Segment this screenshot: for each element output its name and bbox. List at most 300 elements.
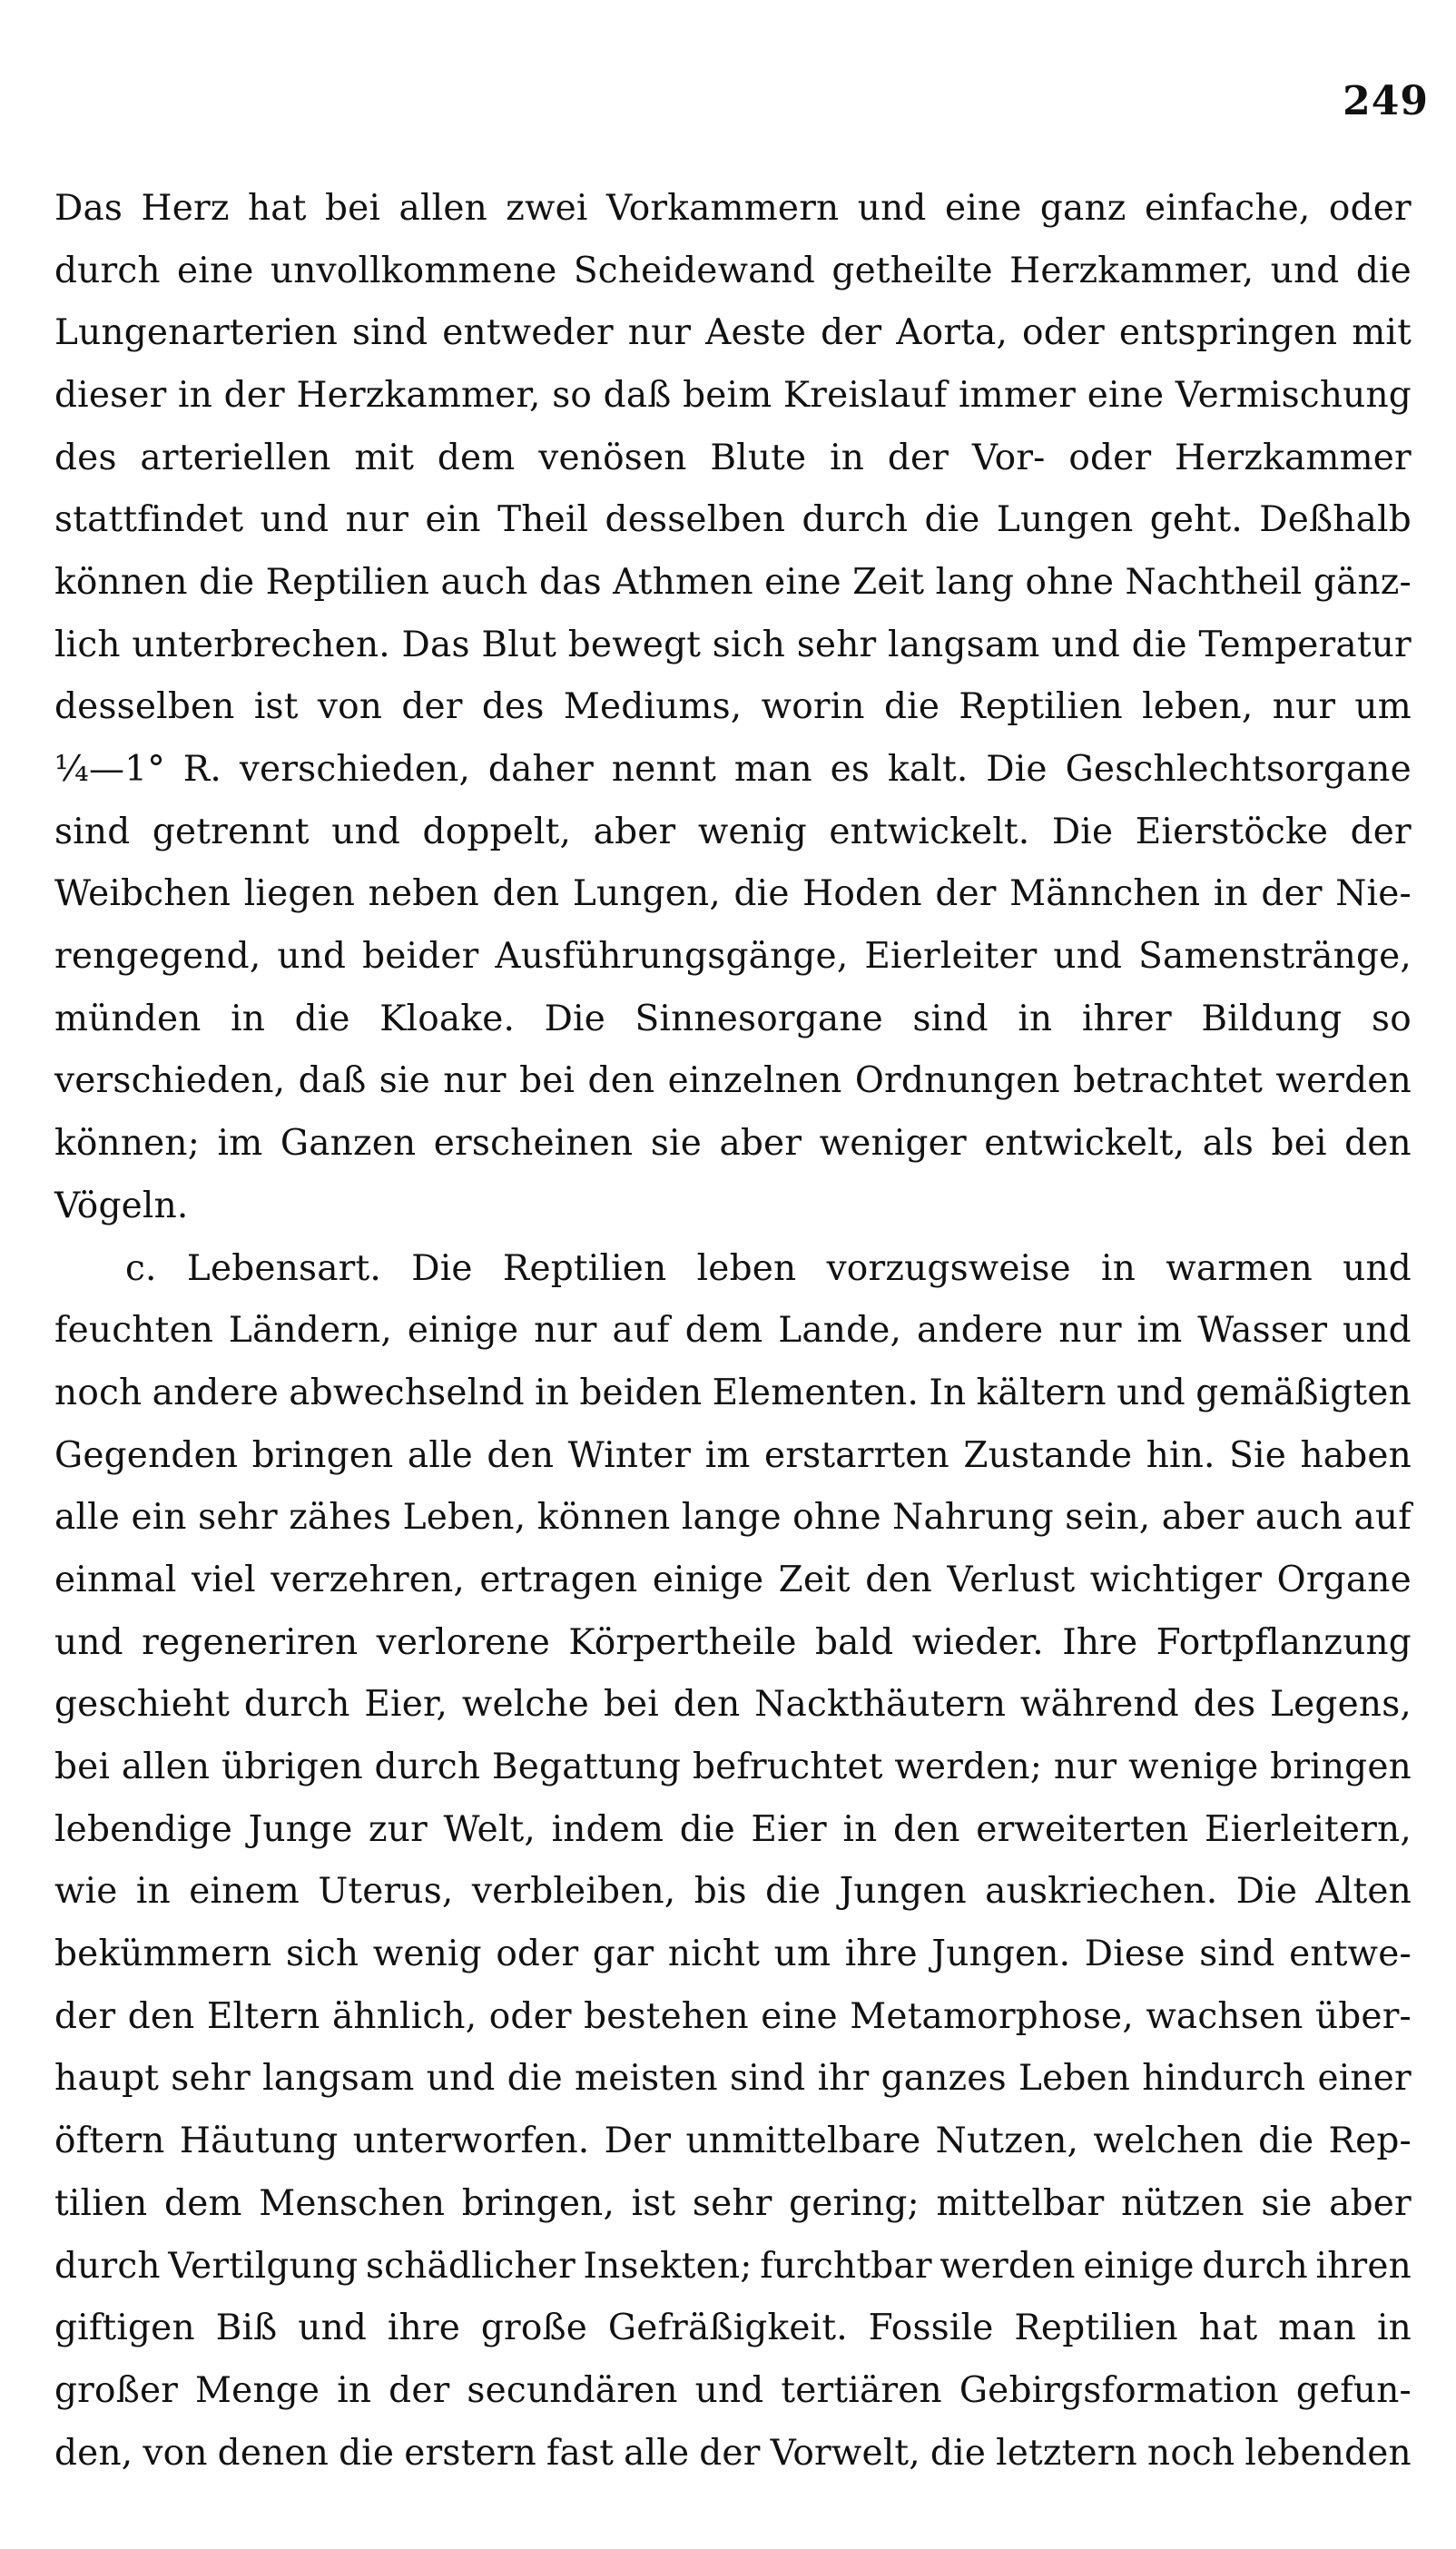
word: als bbox=[1202, 1123, 1254, 1165]
word: sind bbox=[912, 998, 989, 1039]
text-line bbox=[54, 1985, 1412, 2048]
word: wie bbox=[54, 1871, 118, 1913]
word: noch bbox=[54, 1372, 143, 1413]
word: In bbox=[929, 1372, 967, 1413]
word: zwei bbox=[506, 187, 588, 229]
word: nur bbox=[1272, 686, 1336, 728]
word: Blut bbox=[481, 624, 557, 665]
word: dem bbox=[684, 1310, 763, 1352]
word: einzelnen bbox=[667, 1060, 842, 1102]
text-line bbox=[54, 1362, 1412, 1424]
word: der bbox=[223, 374, 285, 416]
word: im bbox=[704, 1434, 751, 1476]
word: einmal bbox=[54, 1559, 177, 1600]
word: daher bbox=[487, 749, 594, 791]
word: secundären bbox=[467, 2369, 678, 2411]
word: nur bbox=[627, 312, 692, 354]
word: Herz bbox=[141, 187, 230, 229]
word: ihre bbox=[387, 2308, 461, 2349]
word: die bbox=[765, 1871, 821, 1913]
word: durch bbox=[243, 1684, 350, 1726]
word: Nutzen, bbox=[935, 2121, 1079, 2162]
word: bewegt bbox=[567, 624, 702, 665]
word: eine bbox=[764, 561, 841, 603]
word: der bbox=[1350, 811, 1412, 852]
word: die bbox=[1131, 624, 1187, 665]
word: mit bbox=[1352, 312, 1412, 354]
word: Welt, bbox=[443, 1808, 536, 1850]
word: kalt. bbox=[887, 749, 969, 791]
word: bis bbox=[694, 1871, 747, 1913]
word: Fortpflanzung bbox=[1156, 1621, 1412, 1663]
word: Häutung bbox=[179, 2121, 339, 2162]
word: werden bbox=[940, 2245, 1076, 2287]
word: in bbox=[178, 374, 213, 416]
word: Die bbox=[544, 998, 605, 1039]
word: Temperatur bbox=[1198, 624, 1412, 665]
word: Theil bbox=[497, 499, 589, 541]
word: Scheidewand bbox=[573, 250, 816, 291]
text-line bbox=[54, 988, 1412, 1050]
text-line bbox=[54, 925, 1412, 988]
word: furchtbar bbox=[760, 2245, 932, 2287]
word: Vor- bbox=[971, 437, 1046, 478]
word: und bbox=[1270, 250, 1340, 291]
word: Reptilien bbox=[502, 1247, 667, 1289]
word: Samenstränge, bbox=[1138, 936, 1412, 978]
word: daß bbox=[603, 374, 672, 416]
word: bringen, bbox=[461, 2182, 615, 2224]
word: Gebirgsformation bbox=[959, 2369, 1279, 2411]
word: Athmen bbox=[613, 561, 753, 603]
word: lange bbox=[681, 1497, 782, 1539]
word: Lungenarterien bbox=[54, 312, 339, 354]
word: Das bbox=[401, 624, 470, 665]
word: einem bbox=[189, 1871, 300, 1913]
word: sich bbox=[285, 1934, 359, 1975]
word: gefun- bbox=[1295, 2369, 1412, 2411]
word: die bbox=[1258, 2121, 1314, 2162]
word: leben bbox=[696, 1247, 797, 1289]
word: Reptilien bbox=[265, 561, 430, 603]
word: Geschlechtsorgane bbox=[1065, 749, 1412, 791]
text-line bbox=[54, 2297, 1412, 2359]
word: ist bbox=[631, 2182, 676, 2224]
word: Gegenden bbox=[54, 1434, 239, 1476]
word: Eltern bbox=[206, 1995, 320, 2037]
word: während bbox=[1019, 1684, 1179, 1726]
word: zur bbox=[369, 1808, 428, 1850]
word: giftigen bbox=[54, 2308, 195, 2349]
word: gar bbox=[592, 1934, 654, 1975]
word: ¼—1° bbox=[54, 749, 165, 791]
word: können bbox=[54, 561, 188, 603]
text-line bbox=[54, 676, 1412, 739]
word: sehr bbox=[796, 624, 877, 665]
text-line bbox=[54, 2048, 1412, 2111]
word: Winter bbox=[567, 1434, 692, 1476]
word: um bbox=[1354, 686, 1412, 728]
word: der bbox=[389, 2369, 450, 2411]
word: mittelbar bbox=[936, 2182, 1105, 2224]
word: erstarrten bbox=[764, 1434, 949, 1476]
word: verschieden, bbox=[239, 749, 471, 791]
word: verbleiben, bbox=[471, 1871, 676, 1913]
word: immer bbox=[958, 374, 1077, 416]
text-line bbox=[54, 801, 1412, 863]
word: stattfindet bbox=[54, 499, 244, 541]
word: können bbox=[536, 1497, 671, 1539]
word: ihr bbox=[817, 2058, 870, 2100]
word: beider bbox=[362, 936, 479, 978]
word: geschieht bbox=[54, 1684, 231, 1726]
text-line bbox=[54, 364, 1412, 427]
word: wenig bbox=[697, 811, 807, 852]
word: getrennt bbox=[152, 811, 310, 852]
word: Zustande bbox=[963, 1434, 1133, 1476]
word: wieder. bbox=[911, 1621, 1044, 1663]
word: oder bbox=[1068, 437, 1152, 478]
word: Leben, bbox=[402, 1497, 526, 1539]
word: langsam bbox=[888, 624, 1040, 665]
word: nur bbox=[534, 1310, 597, 1352]
word: die bbox=[507, 2058, 563, 2100]
word: Eierleitern, bbox=[1204, 1808, 1412, 1850]
word: auf bbox=[612, 1310, 670, 1352]
word: übrigen bbox=[221, 1747, 363, 1788]
word: die bbox=[1355, 250, 1412, 291]
word: und bbox=[277, 936, 347, 978]
word: indem bbox=[551, 1808, 664, 1850]
word: ihrer bbox=[1081, 998, 1172, 1039]
word: über- bbox=[1314, 1995, 1412, 2037]
word: Die bbox=[1051, 811, 1114, 852]
word: und bbox=[1051, 624, 1120, 665]
word: Lebensart. bbox=[186, 1247, 381, 1289]
word: alle bbox=[624, 2432, 690, 2474]
word: bei bbox=[1271, 1123, 1327, 1165]
word: fast bbox=[546, 2432, 615, 2474]
word: können; bbox=[54, 1123, 201, 1165]
word: eine bbox=[944, 187, 1022, 229]
word: abwechselnd bbox=[289, 1372, 525, 1413]
word: Nachtheil bbox=[1125, 561, 1303, 603]
word: die bbox=[339, 2432, 395, 2474]
word: Gefräßigkeit. bbox=[607, 2308, 848, 2349]
word: sehr bbox=[692, 2182, 772, 2224]
word: ähnlich, bbox=[331, 1995, 477, 2037]
word: betrachtet bbox=[1073, 1060, 1264, 1102]
word: Körpertheile bbox=[568, 1621, 797, 1663]
word: befruchtet bbox=[692, 1747, 883, 1788]
word: Junge bbox=[248, 1808, 353, 1850]
word: desselben bbox=[54, 686, 235, 728]
word: Jungen bbox=[839, 1871, 967, 1913]
word: venösen bbox=[538, 437, 687, 478]
word: feuchten bbox=[54, 1310, 214, 1352]
word: beiden bbox=[579, 1372, 703, 1413]
word: und bbox=[298, 2308, 368, 2349]
word: ein bbox=[425, 499, 481, 541]
word: ohne bbox=[792, 1497, 881, 1539]
word: durch bbox=[802, 499, 909, 541]
word: Ganzen bbox=[280, 1123, 417, 1165]
word: unmittelbare bbox=[685, 2121, 921, 2162]
word: entwickelt, bbox=[984, 1123, 1185, 1165]
text-line bbox=[54, 1611, 1412, 1674]
text-line bbox=[54, 177, 1412, 240]
word: entwickelt. bbox=[829, 811, 1030, 852]
word: um bbox=[773, 1934, 831, 1975]
word: wachsen bbox=[1146, 1995, 1304, 2037]
word: Lungen, bbox=[572, 873, 721, 915]
word: im bbox=[1136, 1310, 1183, 1352]
word: ohne bbox=[1025, 561, 1115, 603]
word: sich bbox=[712, 624, 786, 665]
word: entspringen bbox=[1118, 312, 1338, 354]
word: alle bbox=[54, 1497, 121, 1539]
word: hin. bbox=[1146, 1434, 1215, 1476]
text-body bbox=[54, 177, 1412, 2484]
word: sehr bbox=[171, 2058, 251, 2100]
word: die bbox=[679, 1808, 735, 1850]
word: hat bbox=[1198, 2308, 1258, 2349]
word: der bbox=[935, 873, 997, 915]
word: haupt bbox=[54, 2058, 160, 2100]
word: durch bbox=[1202, 2245, 1308, 2287]
word: sein, bbox=[1065, 1497, 1151, 1539]
word: auch bbox=[1254, 1497, 1343, 1539]
word: andere bbox=[152, 1372, 279, 1413]
word: in bbox=[535, 1372, 570, 1413]
word: und bbox=[1343, 1310, 1412, 1352]
word: Mediums, bbox=[563, 686, 743, 728]
word: gänz- bbox=[1313, 561, 1412, 603]
word: einfache, bbox=[1144, 187, 1311, 229]
word: denen bbox=[217, 2432, 330, 2474]
word: weniger bbox=[819, 1123, 967, 1165]
word: in bbox=[337, 2369, 372, 2411]
word: bringen bbox=[1270, 1747, 1412, 1788]
word: Vorkammern bbox=[605, 187, 840, 229]
text-line bbox=[54, 2235, 1412, 2298]
word: entwe- bbox=[1289, 1934, 1412, 1975]
word: Die bbox=[986, 749, 1048, 791]
word: sie bbox=[379, 1060, 430, 1102]
text-line bbox=[54, 614, 1412, 676]
text-line bbox=[54, 1923, 1412, 1985]
text-line bbox=[54, 2359, 1412, 2422]
word: unvollkommene bbox=[270, 250, 557, 291]
word: Sinnesorgane bbox=[635, 998, 883, 1039]
word: nur bbox=[1053, 1747, 1117, 1788]
text-line bbox=[54, 863, 1412, 926]
word: aber bbox=[1161, 1497, 1244, 1539]
word: lebenden bbox=[1244, 2432, 1412, 2474]
word: eine bbox=[761, 1995, 838, 2037]
word: Weibchen bbox=[54, 873, 231, 915]
word: Das bbox=[54, 187, 123, 229]
word: Nie- bbox=[1335, 873, 1412, 915]
word: nur bbox=[345, 499, 409, 541]
word: sehr bbox=[198, 1497, 278, 1539]
word: Der bbox=[604, 2121, 672, 2162]
word: und bbox=[426, 2058, 496, 2100]
word: verschieden, bbox=[54, 1060, 286, 1102]
word: sind bbox=[730, 2058, 806, 2100]
word: Nackthäutern bbox=[754, 1684, 1007, 1726]
word: unterworfen. bbox=[352, 2121, 590, 2162]
word: durch bbox=[54, 250, 161, 291]
word: rengegend, bbox=[54, 936, 261, 978]
text-line bbox=[54, 1486, 1412, 1549]
word: auch bbox=[440, 561, 528, 603]
word: welche bbox=[461, 1684, 590, 1726]
word: und bbox=[857, 187, 927, 229]
word: mit bbox=[354, 437, 415, 478]
word: von bbox=[317, 686, 383, 728]
word: Diese bbox=[1084, 1934, 1185, 1975]
word: nur bbox=[1058, 1310, 1122, 1352]
word: Die bbox=[411, 1247, 473, 1289]
text-line bbox=[54, 1299, 1412, 1362]
word: den bbox=[487, 1434, 555, 1476]
word: neben bbox=[368, 873, 480, 915]
word: aber bbox=[593, 811, 676, 852]
word: gemäßigten bbox=[1195, 1372, 1412, 1413]
word: hat bbox=[247, 187, 307, 229]
word: Eier bbox=[751, 1808, 827, 1850]
word: Aorta, bbox=[896, 312, 1008, 354]
word: des bbox=[1193, 1684, 1256, 1726]
word: Herzkammer, bbox=[296, 374, 541, 416]
word: oder bbox=[1022, 312, 1105, 354]
word: es bbox=[830, 749, 871, 791]
word: Kreislauf bbox=[782, 374, 948, 416]
word: Elementen. bbox=[712, 1372, 920, 1413]
word: R. bbox=[182, 749, 221, 791]
word: so bbox=[1372, 998, 1412, 1039]
word: in bbox=[842, 1808, 878, 1850]
page-number: 249 bbox=[1343, 78, 1429, 124]
word: Ihre bbox=[1062, 1621, 1138, 1663]
word: Herzkammer, bbox=[1009, 250, 1254, 291]
word: bestehen bbox=[584, 1995, 749, 2037]
word: auskriechen. bbox=[985, 1871, 1218, 1913]
word: c. bbox=[125, 1247, 157, 1289]
word: Legens, bbox=[1270, 1684, 1412, 1726]
word: nicht bbox=[667, 1934, 761, 1975]
word: der bbox=[887, 437, 949, 478]
word: sie bbox=[1261, 2182, 1313, 2224]
word: kältern bbox=[976, 1372, 1107, 1413]
word: die bbox=[199, 561, 255, 603]
word: desselben bbox=[605, 499, 786, 541]
word: und bbox=[54, 1621, 123, 1663]
text-line bbox=[54, 2110, 1412, 2172]
word: die bbox=[294, 998, 350, 1039]
word: Menge bbox=[195, 2369, 320, 2411]
word: noch bbox=[1147, 2432, 1235, 2474]
word: Herzkammer bbox=[1175, 437, 1412, 478]
word: entweder bbox=[442, 312, 614, 354]
word: Vertilgung bbox=[168, 2245, 359, 2287]
word: langsam bbox=[262, 2058, 415, 2100]
word: bald bbox=[814, 1621, 894, 1663]
word: das bbox=[538, 561, 602, 603]
word: Hoden bbox=[802, 873, 922, 915]
text-line bbox=[54, 1798, 1412, 1861]
word: der bbox=[401, 686, 463, 728]
word: gering; bbox=[789, 2182, 920, 2224]
word: wenige bbox=[1128, 1747, 1259, 1788]
word: sie bbox=[650, 1123, 702, 1165]
word: in bbox=[1018, 998, 1053, 1039]
word: den bbox=[587, 1060, 655, 1102]
word: Uterus, bbox=[318, 1871, 454, 1913]
word: Fossile bbox=[868, 2308, 994, 2349]
word: lebendige bbox=[54, 1808, 233, 1850]
word: wichtiger bbox=[1089, 1559, 1263, 1600]
word: durch bbox=[374, 1747, 481, 1788]
word: und bbox=[1117, 1372, 1185, 1413]
word: liegen bbox=[243, 873, 356, 915]
word: leben, bbox=[1142, 686, 1254, 728]
word: Lungen bbox=[996, 499, 1134, 541]
word: des bbox=[54, 437, 117, 478]
word: aber bbox=[719, 1123, 802, 1165]
word: einige bbox=[652, 1559, 764, 1600]
word: bei bbox=[325, 187, 381, 229]
word: Jungen. bbox=[931, 1934, 1071, 1975]
text-line bbox=[54, 1549, 1412, 1611]
word: Reptilien bbox=[959, 686, 1123, 728]
word: den bbox=[1344, 1123, 1412, 1165]
word: bei bbox=[603, 1684, 659, 1726]
word: allen bbox=[398, 187, 487, 229]
word: von bbox=[143, 2432, 208, 2474]
word: lich bbox=[54, 624, 121, 665]
text-line bbox=[54, 1861, 1412, 1924]
word: Vermischung bbox=[1175, 374, 1412, 416]
word: wenig bbox=[372, 1934, 482, 1975]
word: werden; bbox=[894, 1747, 1043, 1788]
word: in bbox=[1376, 2308, 1412, 2349]
word: Bildung bbox=[1201, 998, 1343, 1039]
word: Eierleiter bbox=[864, 936, 1038, 978]
word: in bbox=[1101, 1247, 1136, 1289]
word: Sie bbox=[1229, 1434, 1286, 1476]
word: Begattung bbox=[491, 1747, 682, 1788]
word: ganz bbox=[1039, 187, 1126, 229]
word: sind bbox=[351, 312, 428, 354]
word: nützen bbox=[1121, 2182, 1244, 2224]
word: letztern bbox=[996, 2432, 1137, 2474]
word: Biß bbox=[215, 2308, 278, 2349]
word: hindurch bbox=[1142, 2058, 1306, 2100]
word: nur bbox=[443, 1060, 507, 1102]
word: doppelt, bbox=[422, 811, 572, 852]
word: die bbox=[924, 499, 980, 541]
text-line bbox=[54, 1736, 1412, 1798]
text-line bbox=[54, 738, 1412, 801]
word: auf bbox=[1353, 1497, 1412, 1539]
word: meisten bbox=[575, 2058, 718, 2100]
word: ihren bbox=[1315, 2245, 1412, 2287]
word: Zeit bbox=[852, 561, 925, 603]
text-line bbox=[54, 1112, 1412, 1175]
word: dem bbox=[164, 2182, 242, 2224]
